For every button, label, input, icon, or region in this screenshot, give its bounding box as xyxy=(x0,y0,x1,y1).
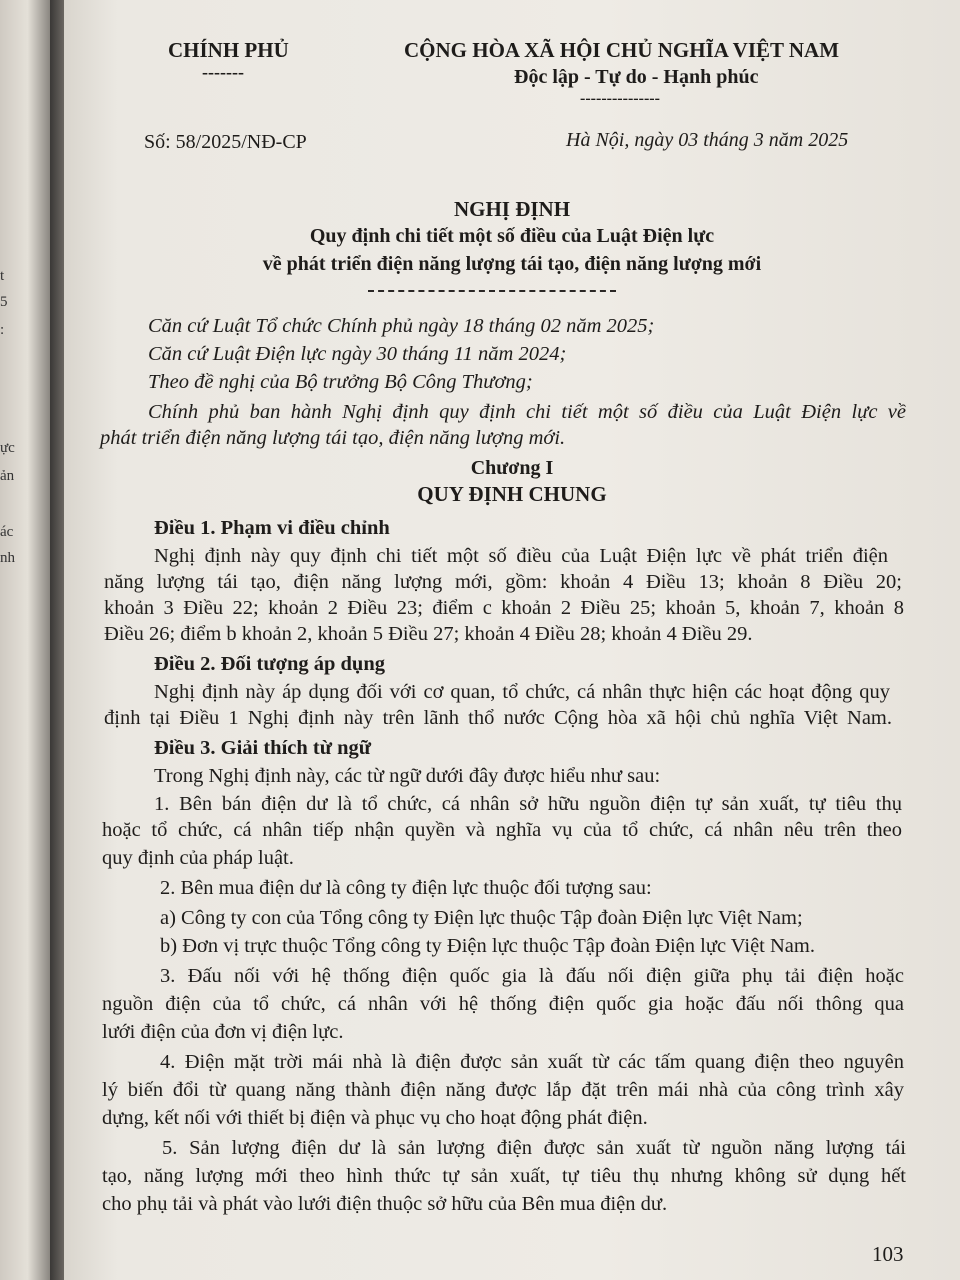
margin-fragment: nh xyxy=(0,550,15,566)
preamble-line: Căn cứ Luật Điện lực ngày 30 tháng 11 năm 2024; xyxy=(148,343,567,365)
article-3-item-4-line: dựng, kết nối với thiết bị điện và phục vụ cho hoạt động phát điện. xyxy=(102,1107,648,1129)
article-3-item-4-line: lý biến đổi từ quang năng thành điện năng được lắp đặt trên mái nhà của công trình xây xyxy=(102,1079,904,1101)
article-1-heading: Điều 1. Phạm vi điều chỉnh xyxy=(154,517,390,539)
motto: Độc lập - Tự do - Hạnh phúc xyxy=(514,66,759,88)
article-2-line: Nghị định này áp dụng đối với cơ quan, tổ chức, cá nhân thực hiện các hoạt động quy xyxy=(154,681,890,703)
chapter-name: QUY ĐỊNH CHUNG xyxy=(417,482,607,506)
margin-fragment: ản xyxy=(0,468,15,484)
place-and-date: Hà Nội, ngày 03 tháng 3 năm 2025 xyxy=(566,129,849,151)
margin-fragment: : xyxy=(0,322,5,338)
article-1-line: khoản 3 Điều 22; khoản 2 Điều 23; điểm c khoản 2 Điều 25; khoản 5, khoản 7, khoản 8 xyxy=(104,597,904,619)
article-3-item-1-line: hoặc tổ chức, cá nhân tiếp nhận quyền và nghĩa vụ của tổ chức, cá nhân nêu trên theo xyxy=(102,819,902,841)
country-name: CỘNG HÒA XÃ HỘI CHỦ NGHĨA VIỆT NAM xyxy=(404,38,840,62)
article-3-item-4-line: 4. Điện mặt trời mái nhà là điện được sản xuất từ các tấm quang điện theo nguyên xyxy=(160,1051,904,1073)
article-3-intro: Trong Nghị định này, các từ ngữ dưới đây được hiểu như sau: xyxy=(154,765,661,787)
article-3-item-3-line: nguồn điện của tổ chức, cá nhân với hệ thống điện quốc gia hoặc đấu nối thông qua xyxy=(102,993,904,1015)
document-number: Số: 58/2025/NĐ-CP xyxy=(144,131,307,153)
page-number: 103 xyxy=(872,1242,904,1266)
document-subtitle-1: Quy định chi tiết một số điều của Luật Điện lực xyxy=(309,225,715,247)
article-3-heading: Điều 3. Giải thích từ ngữ xyxy=(154,737,372,759)
article-3-item-1-line: 1. Bên bán điện dư là tổ chức, cá nhân sở hữu nguồn điện tự sản xuất, tự tiêu thụ xyxy=(154,793,902,815)
article-1-line: năng lượng tái tạo, điện năng lượng mới, gồm: khoản 4 Điều 13; khoản 8 Điều 20; xyxy=(104,571,902,593)
article-1-line: Nghị định này quy định chi tiết một số điều của Luật Điện lực về phát triển điện xyxy=(154,545,888,567)
title-separator xyxy=(368,290,616,292)
article-3-item-1-line: quy định của pháp luật. xyxy=(102,847,294,869)
document-page xyxy=(64,0,960,1280)
article-3-item-2-line: 2. Bên mua điện dư là công ty điện lực thuộc đối tượng sau: xyxy=(160,877,652,899)
document-subtitle-2: về phát triển điện năng lượng tái tạo, điện năng lượng mới xyxy=(262,253,762,275)
margin-fragment: t xyxy=(0,268,5,284)
article-3-item-2-line: a) Công ty con của Tổng công ty Điện lực thuộc Tập đoàn Điện lực Việt Nam; xyxy=(160,907,803,929)
margin-fragment: 5 xyxy=(0,294,8,310)
preamble-line: Theo đề nghị của Bộ trưởng Bộ Công Thương; xyxy=(148,371,533,393)
motto-dashes: --------------- xyxy=(580,90,660,107)
book-spine xyxy=(50,0,64,1280)
margin-fragment: ực xyxy=(0,440,15,456)
document-type: NGHỊ ĐỊNH xyxy=(453,197,571,221)
agency-name: CHÍNH PHỦ xyxy=(168,38,289,62)
article-3-item-5-line: 5. Sản lượng điện dư là sản lượng điện được sản xuất từ nguồn năng lượng tái xyxy=(162,1137,906,1159)
previous-page-edge xyxy=(0,0,50,1280)
article-3-item-3-line: lưới điện của đơn vị điện lực. xyxy=(102,1021,344,1043)
preamble-line: phát triển điện năng lượng tái tạo, điện năng lượng mới. xyxy=(100,427,566,449)
article-3-item-3-line: 3. Đấu nối với hệ thống điện quốc gia là đấu nối điện giữa phụ tải điện hoặc xyxy=(160,965,904,987)
article-3-item-5-line: tạo, năng lượng mới theo hình thức tự sản xuất, tự tiêu thụ nhưng không sử dụng hết xyxy=(102,1165,906,1187)
article-3-item-2-line: b) Đơn vị trực thuộc Tổng công ty Điện lực thuộc Tập đoàn Điện lực Việt Nam. xyxy=(160,935,815,957)
article-1-line: Điều 26; điểm b khoản 2, khoản 5 Điều 27; khoản 4 Điều 28; khoản 4 Điều 29. xyxy=(104,623,753,645)
article-2-heading: Điều 2. Đối tượng áp dụng xyxy=(154,653,385,675)
article-2-line: định tại Điều 1 Nghị định này trên lãnh thổ nước Cộng hòa xã hội chủ nghĩa Việt Nam. xyxy=(104,707,892,729)
chapter-label: Chương I xyxy=(470,457,554,479)
preamble-line: Căn cứ Luật Tổ chức Chính phủ ngày 18 tháng 02 năm 2025; xyxy=(148,315,655,337)
preamble-line: Chính phủ ban hành Nghị định quy định chi tiết một số điều của Luật Điện lực về xyxy=(148,401,906,423)
margin-fragment: ác xyxy=(0,524,14,540)
article-3-item-5-line: cho phụ tải và phát vào lưới điện thuộc sở hữu của Bên mua điện dư. xyxy=(102,1193,668,1215)
agency-dashes: ------- xyxy=(202,62,244,82)
